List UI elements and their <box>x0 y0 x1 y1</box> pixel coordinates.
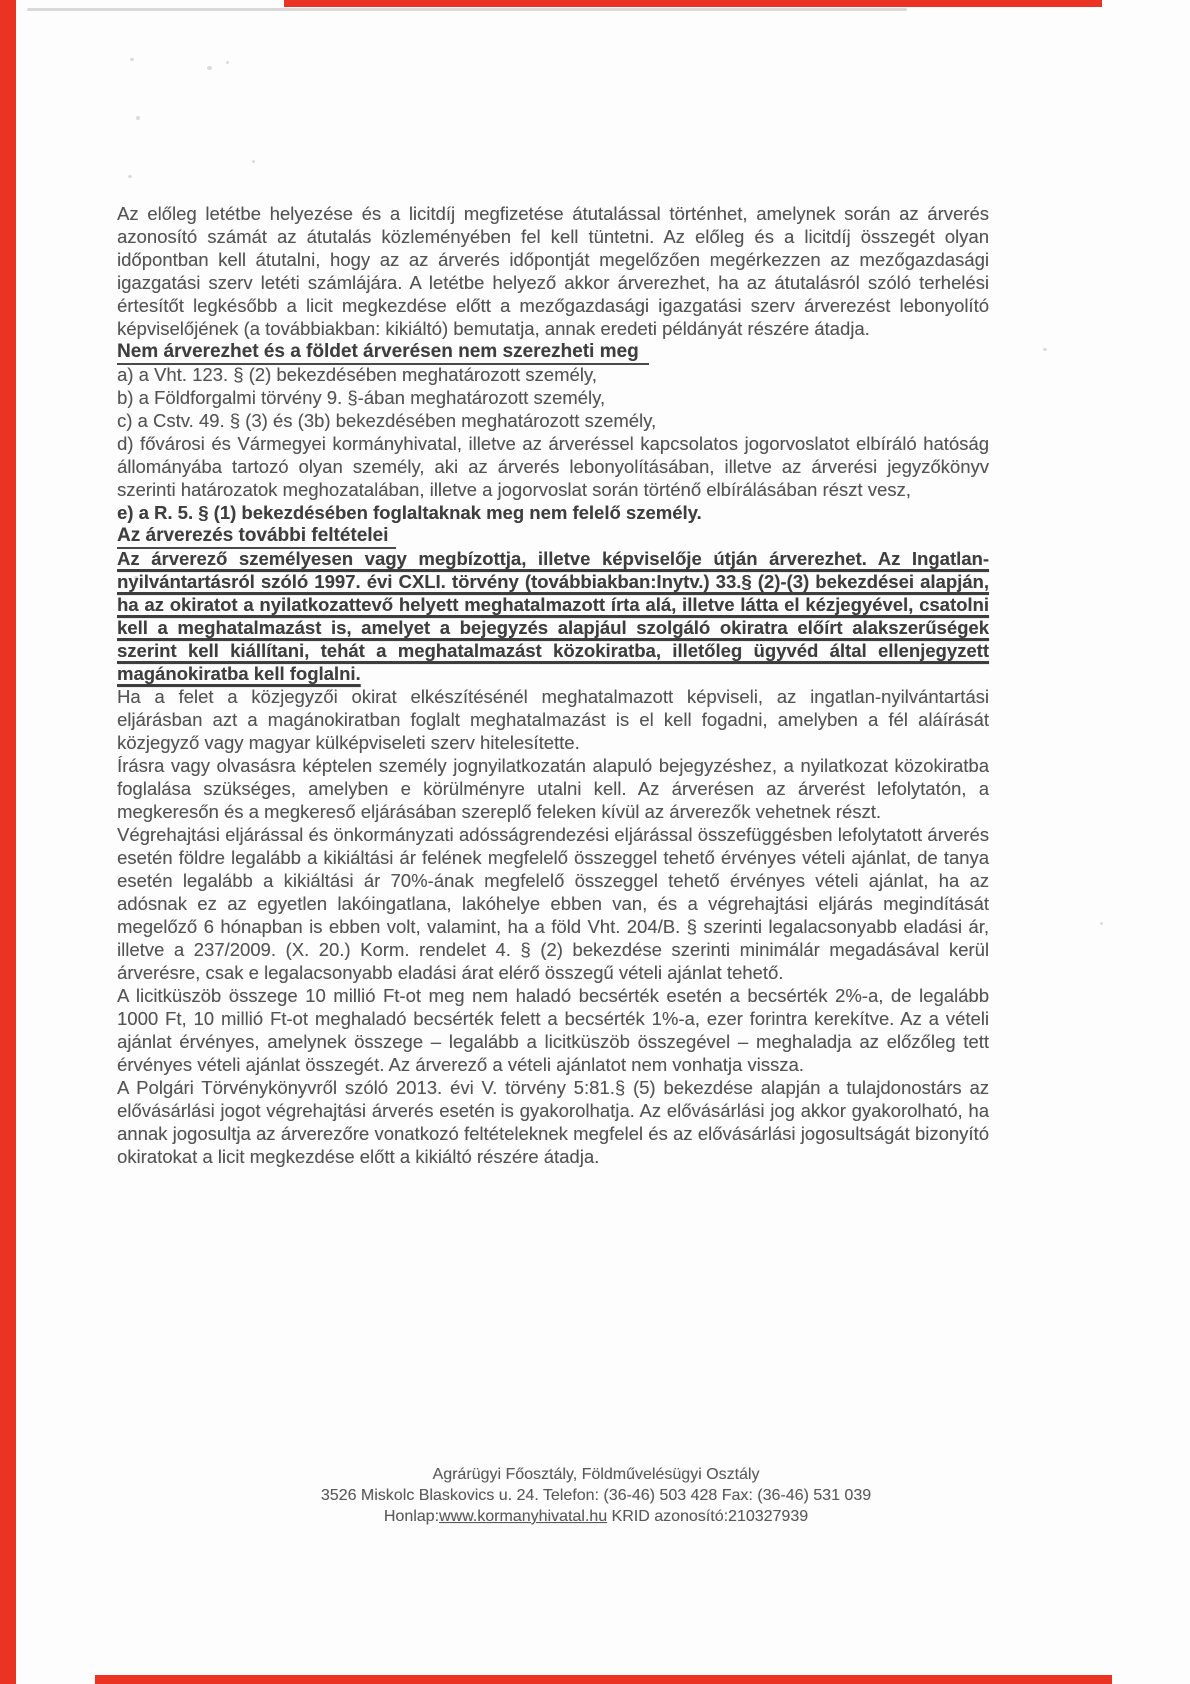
scan-noise-speck <box>1043 348 1047 351</box>
list-item-b: b) a Földforgalmi törvény 9. §-ában meghatározott személy, <box>117 387 606 408</box>
intro-paragraph: Az előleg letétbe helyezése és a licitdíj megfizetése átutalással történhet, amelynek során az árverés azonosító számát az átutalás közleményében fel kell tüntetni. Az előleg és a licitdíj összegét olyan időpontban kell átutalni, hogy az az árverés időpontját megelőzően megérkezzen az mezőgazdasági igazgatási szerv letéti számlájára. A letétbe helyező akkor árverezhet, ha az átutalásról szóló terhelési értesítőt legkésőbb a licit megkezdése előtt a mezőgazdasági igazgatási szerv árverezést lebonyolító képviselőjének (a továbbiakban: kikiáltó) bemutatja, annak eredeti példányát részére átadja. <box>117 203 989 339</box>
paragraph-illiterate-person: Írásra vagy olvasásra képtelen személy jognyilatkozatán alapuló bejegyzéshez, a nyilatkozat közokiratba foglalása szükséges, amelyben e körülményre utalni kell. Az árverésen az árverést lefolytatón, a megkeresőn és a megkereső eljárásában szereplő feleken kívül az árverezők vehetnek részt. <box>117 755 989 822</box>
paragraph-bid-threshold: A licitküszöb összege 10 millió Ft-ot meg nem haladó becsérték esetén a becsérték 2%-a, de legalább 1000 Ft, 10 millió Ft-ot meghaladó becsérték felett a becsérték 1%-a, ezer forintra kerekítve. Az a vételi ajánlat érvényes, amelynek összege – legalább a licitküszöb összegével – meghaladja az előzőleg tett érvényes vételi ajánlat összegét. Az árverező a vételi ajánlatot nem vonhatja vissza. <box>117 985 989 1075</box>
document-body <box>117 0 989 1168</box>
excluded-persons-list <box>117 363 989 524</box>
section-heading-conditions <box>117 524 989 547</box>
scan-edge-red-bar-bottom <box>95 1675 1112 1684</box>
list-item-c: c) a Cstv. 49. § (3) és (3b) bekezdésében meghatározott személy, <box>117 410 657 431</box>
list-item-a: a) a Vht. 123. § (2) bekezdésében meghatározott személy, <box>117 364 597 385</box>
scan-edge-red-bar-left <box>0 0 16 1684</box>
letterhead-footer <box>117 1464 1075 1527</box>
footer-homepage-label: Honlap: <box>383 1508 440 1525</box>
footer-address-phone: 3526 Miskolc Blaskovics u. 24. Telefon: (36-46) 503 428 Fax: (36-46) 531 039 <box>320 1487 872 1504</box>
section-heading-no-auction-text: Nem árverezhet és a földet árverésen nem szerezheti meg <box>117 341 649 365</box>
paragraph-power-of-attorney: Ha a felet a közjegyzői okirat elkészítésénél meghatalmazott képviseli, az ingatlan-nyilvántartási eljárásban azt a magánokiratban foglalt meghatalmazást is el kell fogadni, amelyben a fél aláírását közjegyző vagy magyar külképviseleti szerv hitelesítette. <box>117 686 989 753</box>
section-heading-conditions-text: Az árverezés további feltételei <box>117 525 396 549</box>
paragraph-enforcement-auction: Végrehajtási eljárással és önkormányzati adósságrendezési eljárással összefüggésben lefolytatott árverés esetén földre legalább a kikiáltási ár felének megfelelő összeggel tehető érvényes vételi ajánlat, de tanya esetén legalább a kikiáltási ár 70%-ának megfelelő összeggel tehető érvényes vételi ajánlat, ha az adósnak ez az egyetlen lakóingatlana, lakóhelye ebben van, és a végrehajtási eljárás megindítását megelőző 6 hónapban is ebben volt, valamint, ha a föld Vht. 204/B. § szerinti legalacsonyabb eladási ár, illetve a 237/2009. (X. 20.) Korm. rendelet 4. § (2) bekezdése szerinti minimálár megadásával kerül árverésre, csak e legalacsonyabb eladási árat elérő összegű vételi ajánlat tehető. <box>117 824 989 983</box>
section-heading-no-auction <box>117 340 989 363</box>
emphasized-paragraph-bidder-representation: Az árverező személyesen vagy megbízottja, illetve képviselője útján árverezhet. Az Ingatlan-nyilvántartásról szóló 1997. évi CXLI. törvény (továbbiakban:Inytv.) 33.§ (2)-(3) bekezdései alapján, ha az okiratot a nyilatkozattevő helyett meghatalmazott írta alá, illetve látta el kézjegyével, csatolni kell a meghatalmazást is, amelyet a bejegyzés alapjául szolgáló okiratra előírt alakszerűségek szerint kell kiállítani, tehát a meghatalmazást közokiratba, illetőleg ügyvéd által ellenjegyzett magánokiratba kell foglalni. <box>117 548 989 684</box>
footer-department: Agrárügyi Főosztály, Földművelésügyi Osztály <box>432 1466 760 1483</box>
footer-homepage-url: www.kormanyhivatal.hu <box>439 1508 608 1525</box>
footer-homepage-line <box>117 1506 1075 1527</box>
list-item-e: e) a R. 5. § (1) bekezdésében foglaltaknak meg nem felelő személy. <box>117 502 702 523</box>
list-item-d: d) fővárosi és Vármegyei kormányhivatal, illetve az árveréssel kapcsolatos jogorvoslatot elbíráló hatóság állományába tartozó olyan személy, aki az árverés lebonyolításában, illetve az árverési jegyzőkönyv szerinti határozatok meghozatalában, illetve a jogorvoslat során történő elbírálásában részt vesz, <box>117 433 989 500</box>
paragraph-preemption-right: A Polgári Törvénykönyvről szóló 2013. évi V. törvény 5:81.§ (5) bekezdése alapján a tulajdonostárs az elővásárlási jogot végrehajtási árverés esetén is gyakorolhatja. Az elővásárlási jog akkor gyakorolható, ha annak jogosultja az árverezőre vonatkozó feltételeknek megfelel és az elővásárlási jogosultságát bizonyító okiratokat a licit megkezdése előtt a kikiáltó részére átadja. <box>117 1077 989 1167</box>
footer-krid-id: KRID azonosító:210327939 <box>607 1508 809 1525</box>
scan-noise-speck <box>1100 922 1103 925</box>
